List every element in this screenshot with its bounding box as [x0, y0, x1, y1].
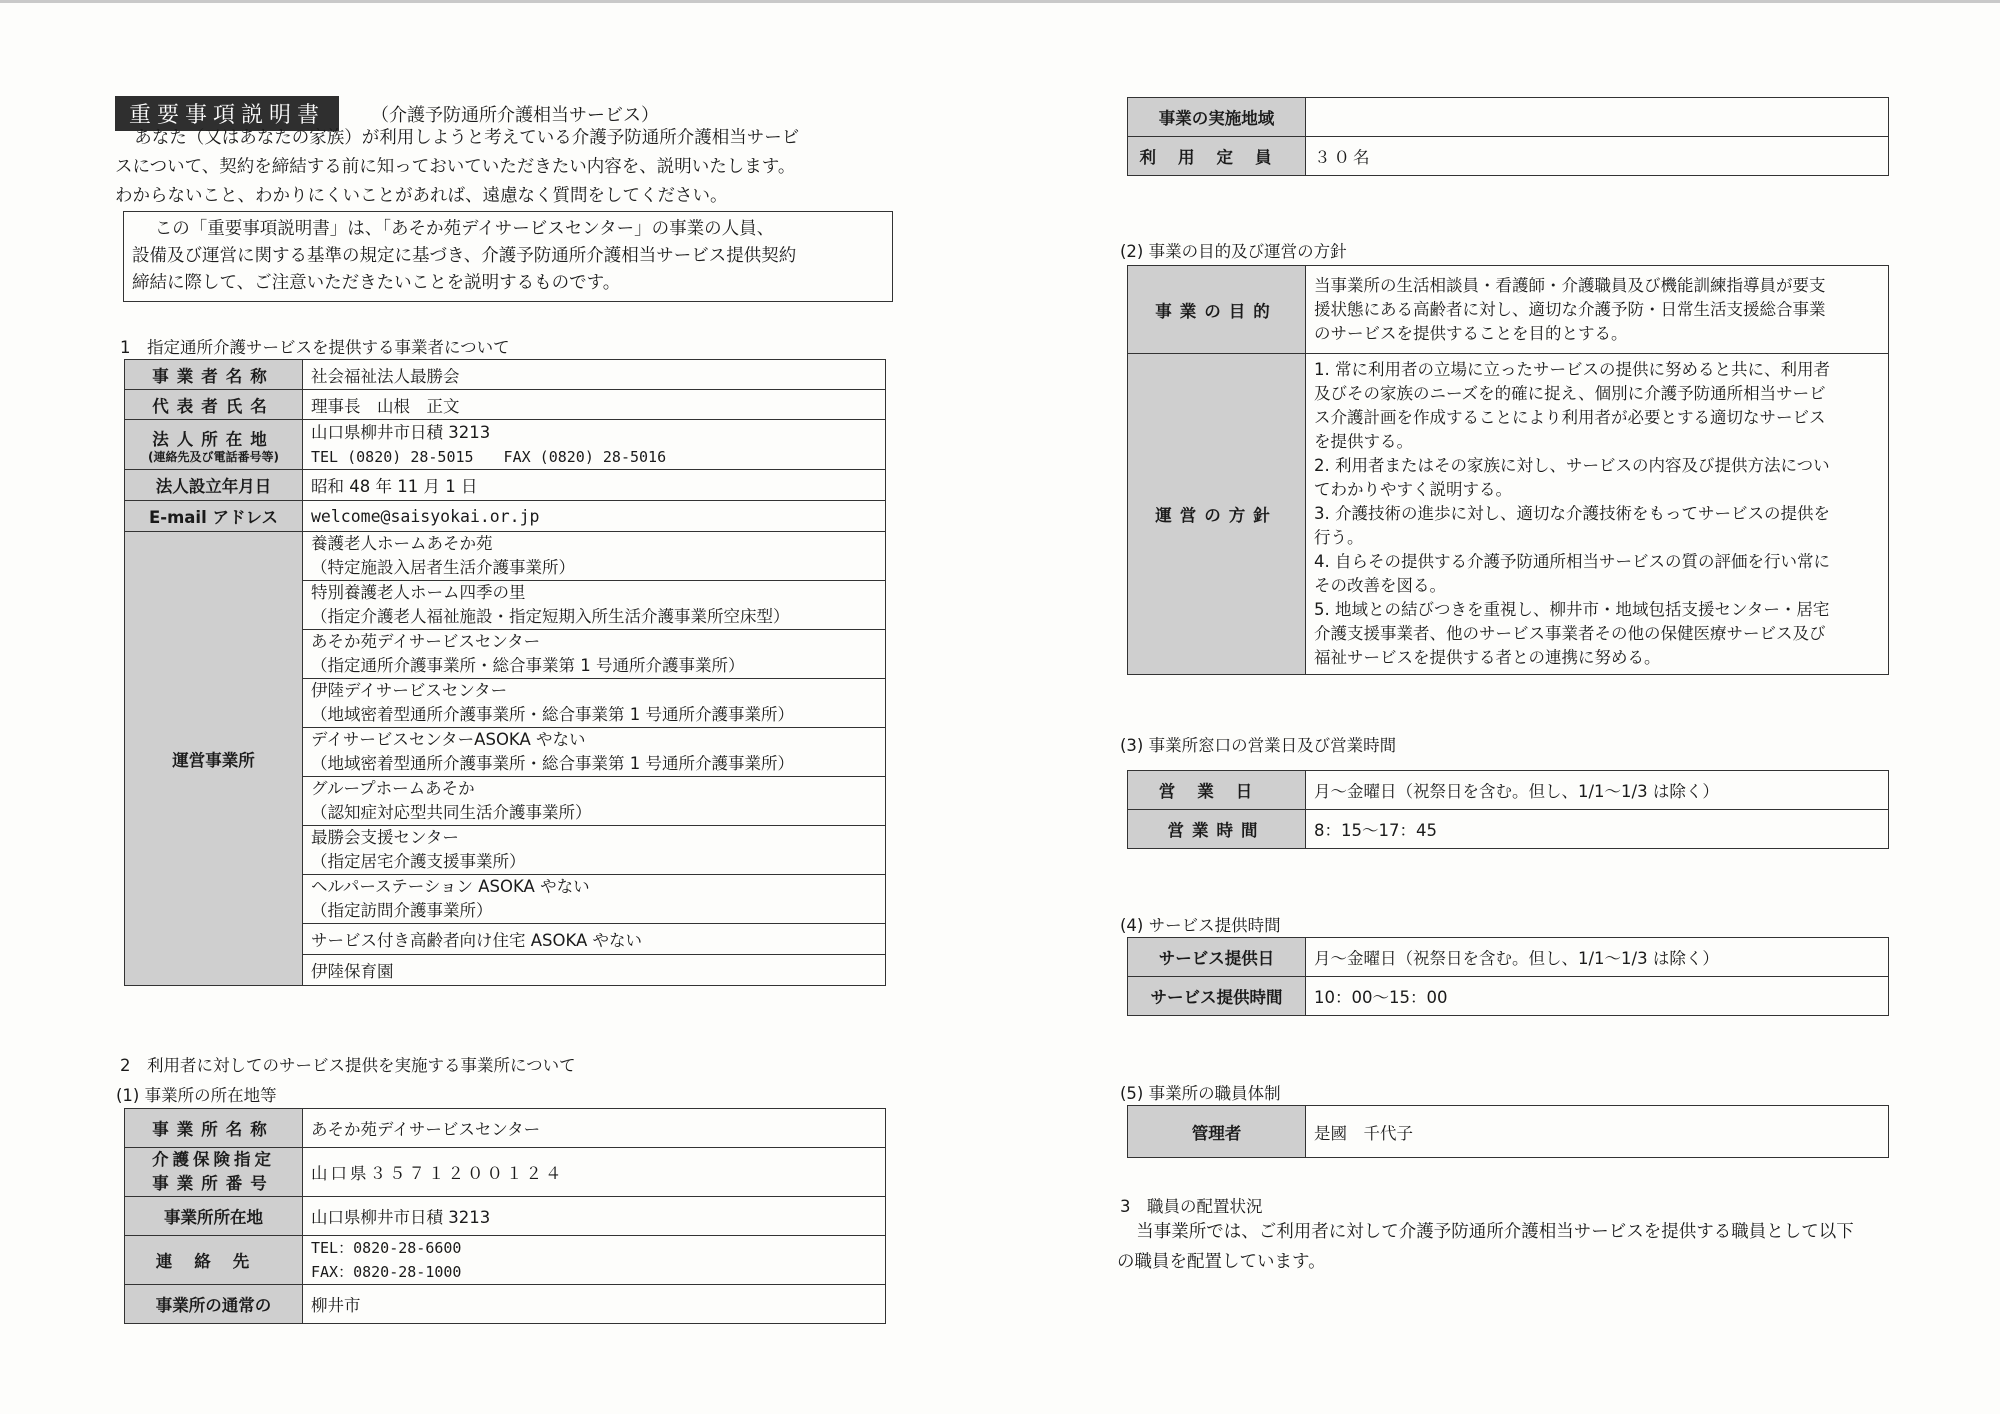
representative-label: 代表者氏名	[125, 390, 303, 420]
facility-item	[303, 875, 886, 924]
notice-line: 設備及び運営に関する基準の規定に基づき、介護予防通所介護相当サービス提供契約	[132, 246, 797, 266]
notice-line: 締結に際して、ご注意いただきたいことを説明するものです。	[132, 273, 621, 293]
representative-value: 理事長 山根 正文	[303, 390, 886, 420]
facility-item	[303, 777, 886, 826]
table-row	[125, 1197, 886, 1236]
facility-type: （地域密着型通所介護事業所・総合事業第 1 号通所介護事業所）	[311, 705, 794, 724]
fax-value: FAX：0820-28-1000	[311, 1263, 462, 1281]
facility-name: 養護老人ホームあそか苑	[311, 534, 493, 553]
section2-4-heading: (4) サービス提供時間	[1120, 916, 1281, 935]
policy-line: 介護支援事業者、他のサービス事業者その他の保健医療サービス及び	[1314, 624, 1826, 643]
insurance-no-label: 介護保険指定	[152, 1150, 275, 1169]
usual-label: 事業所の通常の	[125, 1285, 303, 1324]
service-days-label: サービス提供日	[1128, 938, 1306, 977]
table-row	[1128, 810, 1889, 849]
facility-type: （指定居宅介護支援事業所）	[311, 852, 526, 871]
table-row	[1128, 977, 1889, 1016]
section2-3-heading: (3) 事業所窓口の営業日及び営業時間	[1120, 736, 1397, 755]
facility-name: あそか苑デイサービスセンター	[311, 632, 541, 651]
address-value-cell	[303, 420, 886, 470]
table-row	[125, 360, 886, 390]
policy-line: 2. 利用者またはその家族に対し、サービスの内容及び提供方法につい	[1314, 456, 1830, 475]
table-row	[1128, 1106, 1889, 1158]
facility-type: （特定施設入居者生活介護事業所）	[311, 558, 575, 577]
service-hours-table	[1127, 937, 1889, 1016]
policy-line: 及びその家族のニーズを的確に捉え、個別に介護予防通所相当サービ	[1314, 384, 1826, 403]
table-row	[125, 1109, 886, 1148]
facilities-label: 運営事業所	[125, 532, 303, 986]
section2-heading: 2 利用者に対してのサービス提供を実施する事業所について	[120, 1056, 576, 1075]
section2-5-heading: (5) 事業所の職員体制	[1120, 1084, 1281, 1103]
policy-line: 行う。	[1314, 528, 1364, 547]
intro-text	[115, 124, 885, 211]
intro-line: わからないこと、わかりにくいことがあれば、遠慮なく質問をしてください。	[115, 186, 728, 206]
capacity-value: ３０名	[1306, 137, 1889, 176]
facility-name: グループホームあそか	[311, 779, 475, 798]
table-row	[125, 1285, 886, 1324]
facility-name: デイサービスセンターASOKA やない	[311, 730, 586, 749]
facility-name: 伊陸デイサービスセンター	[311, 681, 508, 700]
table-row	[1128, 98, 1889, 137]
contact-value-cell	[303, 1236, 886, 1285]
facility-item	[303, 679, 886, 728]
usual-value: 柳井市	[303, 1285, 886, 1324]
table-row	[1128, 354, 1889, 675]
section3-line: の職員を配置しています。	[1117, 1252, 1326, 1272]
intro-line: スについて、契約を締結する前に知っておいていただきたい内容を、説明いたします。	[115, 157, 796, 177]
insurance-no-value: 山口県３５７１２００１２４	[303, 1148, 886, 1197]
facility-name: 伊陸保育園	[303, 955, 886, 986]
purpose-line: 援状態にある高齢者に対し、適切な介護予防・日常生活支援総合事業	[1314, 299, 1826, 319]
document-subtitle: （介護予防通所介護相当サービス）	[371, 104, 660, 126]
established-value: 昭和 48 年 11 月 1 日	[303, 470, 886, 501]
table-row	[1128, 771, 1889, 810]
office-name-value: あそか苑デイサービスセンター	[303, 1109, 886, 1148]
address-label-cell	[125, 420, 303, 470]
table-row	[125, 390, 886, 420]
policy-line: 福祉サービスを提供する者との連携に努める。	[1314, 648, 1661, 667]
facility-name: サービス付き高齢者向け住宅 ASOKA やない	[303, 924, 886, 955]
facility-item	[303, 630, 886, 679]
business-days-label: 営業日	[1128, 771, 1306, 810]
address-label-sub: (連絡先及び電話番号等)	[148, 449, 279, 464]
manager-value: 是國 千代子	[1306, 1106, 1889, 1158]
section3-line: 当事業所では、ご利用者に対して介護予防通所介護相当サービスを提供する職員として以下	[1136, 1222, 1854, 1242]
section1-heading: 1 指定通所介護サービスを提供する事業者について	[120, 338, 510, 357]
address-value: 山口県柳井市日積 3213	[311, 422, 491, 442]
insurance-no-label: 事業所番号	[152, 1174, 275, 1193]
policy-line: 1. 常に利用者の立場に立ったサービスの提供に努めると共に、利用者	[1314, 360, 1830, 379]
notice-line: この「重要事項説明書」は、「あそか苑デイサービスセンター」の事業の人員、	[154, 219, 775, 239]
email-label: E-mail アドレス	[125, 501, 303, 532]
facility-type: （指定介護老人福祉施設・指定短期入所生活介護事業所空床型）	[311, 607, 790, 626]
purpose-value	[1306, 266, 1889, 354]
manager-label: 管理者	[1128, 1106, 1306, 1158]
purpose-line: 当事業所の生活相談員・看護師・介護職員及び機能訓練指導員が要支	[1314, 275, 1826, 295]
intro-line: あなた（又はあなたの家族）が利用しようと考えている介護予防通所介護相当サービ	[134, 128, 800, 148]
purpose-policy-table	[1127, 265, 1889, 675]
facility-name: 特別養護老人ホーム四季の里	[311, 583, 526, 602]
policy-line: 5. 地域との結びつきを重視し、柳井市・地域包括支援センター・居宅	[1314, 600, 1830, 619]
policy-value	[1306, 354, 1889, 675]
facility-type: （指定訪問介護事業所）	[311, 901, 493, 920]
purpose-line: のサービスを提供することを目的とする。	[1314, 323, 1628, 343]
facility-item	[303, 826, 886, 875]
section3-heading: 3 職員の配置状況	[1120, 1197, 1263, 1216]
policy-line: 4. 自らその提供する介護予防通所相当サービスの質の評価を行い常に	[1314, 552, 1830, 571]
staff-structure-table	[1127, 1105, 1889, 1158]
facility-item	[303, 532, 886, 581]
policy-line: を提供する。	[1314, 432, 1413, 451]
area-label: 事業の実施地域	[1128, 98, 1306, 137]
facility-item	[303, 728, 886, 777]
office-location-table	[124, 1108, 886, 1324]
office-name-label: 事業所名称	[125, 1109, 303, 1148]
service-hours-label: サービス提供時間	[1128, 977, 1306, 1016]
established-label: 法人設立年月日	[125, 470, 303, 501]
phone-fax-value: TEL (0820) 28-5015 FAX (0820) 28-5016	[311, 447, 667, 466]
facility-item	[303, 581, 886, 630]
insurance-no-label-cell	[125, 1148, 303, 1197]
table-row	[1128, 137, 1889, 176]
company-name-value: 社会福祉法人最勝会	[303, 360, 886, 390]
table-row	[125, 501, 886, 532]
table-row	[1128, 938, 1889, 977]
table-row	[125, 532, 886, 581]
facility-name: ヘルパーステーション ASOKA やない	[311, 877, 590, 896]
section3-text	[1117, 1217, 1917, 1277]
area-value	[1306, 98, 1889, 137]
document-title: 重要事項説明書	[115, 96, 339, 131]
address-label: 法人所在地	[152, 429, 275, 449]
policy-line: その改善を図る。	[1314, 576, 1446, 595]
table-row	[125, 1236, 886, 1285]
business-hours-label: 営業時間	[1128, 810, 1306, 849]
service-area-table	[1127, 97, 1889, 176]
facility-type: （認知症対応型共同生活介護事業所）	[311, 803, 592, 822]
service-days-value: 月～金曜日（祝祭日を含む。但し、1/1～1/3 は除く）	[1306, 938, 1889, 977]
table-row	[125, 420, 886, 470]
operator-table	[124, 359, 886, 986]
email-value: welcome@saisyokai.or.jp	[303, 501, 886, 532]
contact-label: 連絡先	[125, 1236, 303, 1285]
policy-line: 3. 介護技術の進歩に対し、適切な介護技術をもってサービスの提供を	[1314, 504, 1830, 523]
company-name-label: 事業者名称	[125, 360, 303, 390]
right-page	[990, 0, 2000, 1414]
business-hours-table	[1127, 770, 1889, 849]
business-days-value: 月～金曜日（祝祭日を含む。但し、1/1～1/3 は除く）	[1306, 771, 1889, 810]
office-address-value: 山口県柳井市日積 3213	[303, 1197, 886, 1236]
policy-line: てわかりやすく説明する。	[1314, 480, 1512, 499]
facility-type: （指定通所介護事業所・総合事業第 1 号通所介護事業所）	[311, 656, 745, 675]
section2-2-heading: (2) 事業の目的及び運営の方針	[1120, 242, 1347, 261]
facility-type: （地域密着型通所介護事業所・総合事業第 1 号通所介護事業所）	[311, 754, 794, 773]
tel-value: TEL：0820-28-6600	[311, 1239, 462, 1257]
table-row	[1128, 266, 1889, 354]
notice-box	[123, 211, 893, 302]
policy-line: ス介護計画を作成することにより利用者が必要とする適切なサービス	[1314, 408, 1826, 427]
section2-1-heading: (1) 事業所の所在地等	[116, 1086, 277, 1105]
table-row	[125, 1148, 886, 1197]
office-address-label: 事業所所在地	[125, 1197, 303, 1236]
purpose-label: 事業の目的	[1128, 266, 1306, 354]
capacity-label: 利用定員	[1128, 137, 1306, 176]
policy-label: 運営の方針	[1128, 354, 1306, 675]
business-hours-value: 8：15～17：45	[1306, 810, 1889, 849]
service-hours-value: 10：00～15：00	[1306, 977, 1889, 1016]
left-page	[0, 0, 990, 1414]
facility-name: 最勝会支援センター	[311, 828, 459, 847]
table-row	[125, 470, 886, 501]
